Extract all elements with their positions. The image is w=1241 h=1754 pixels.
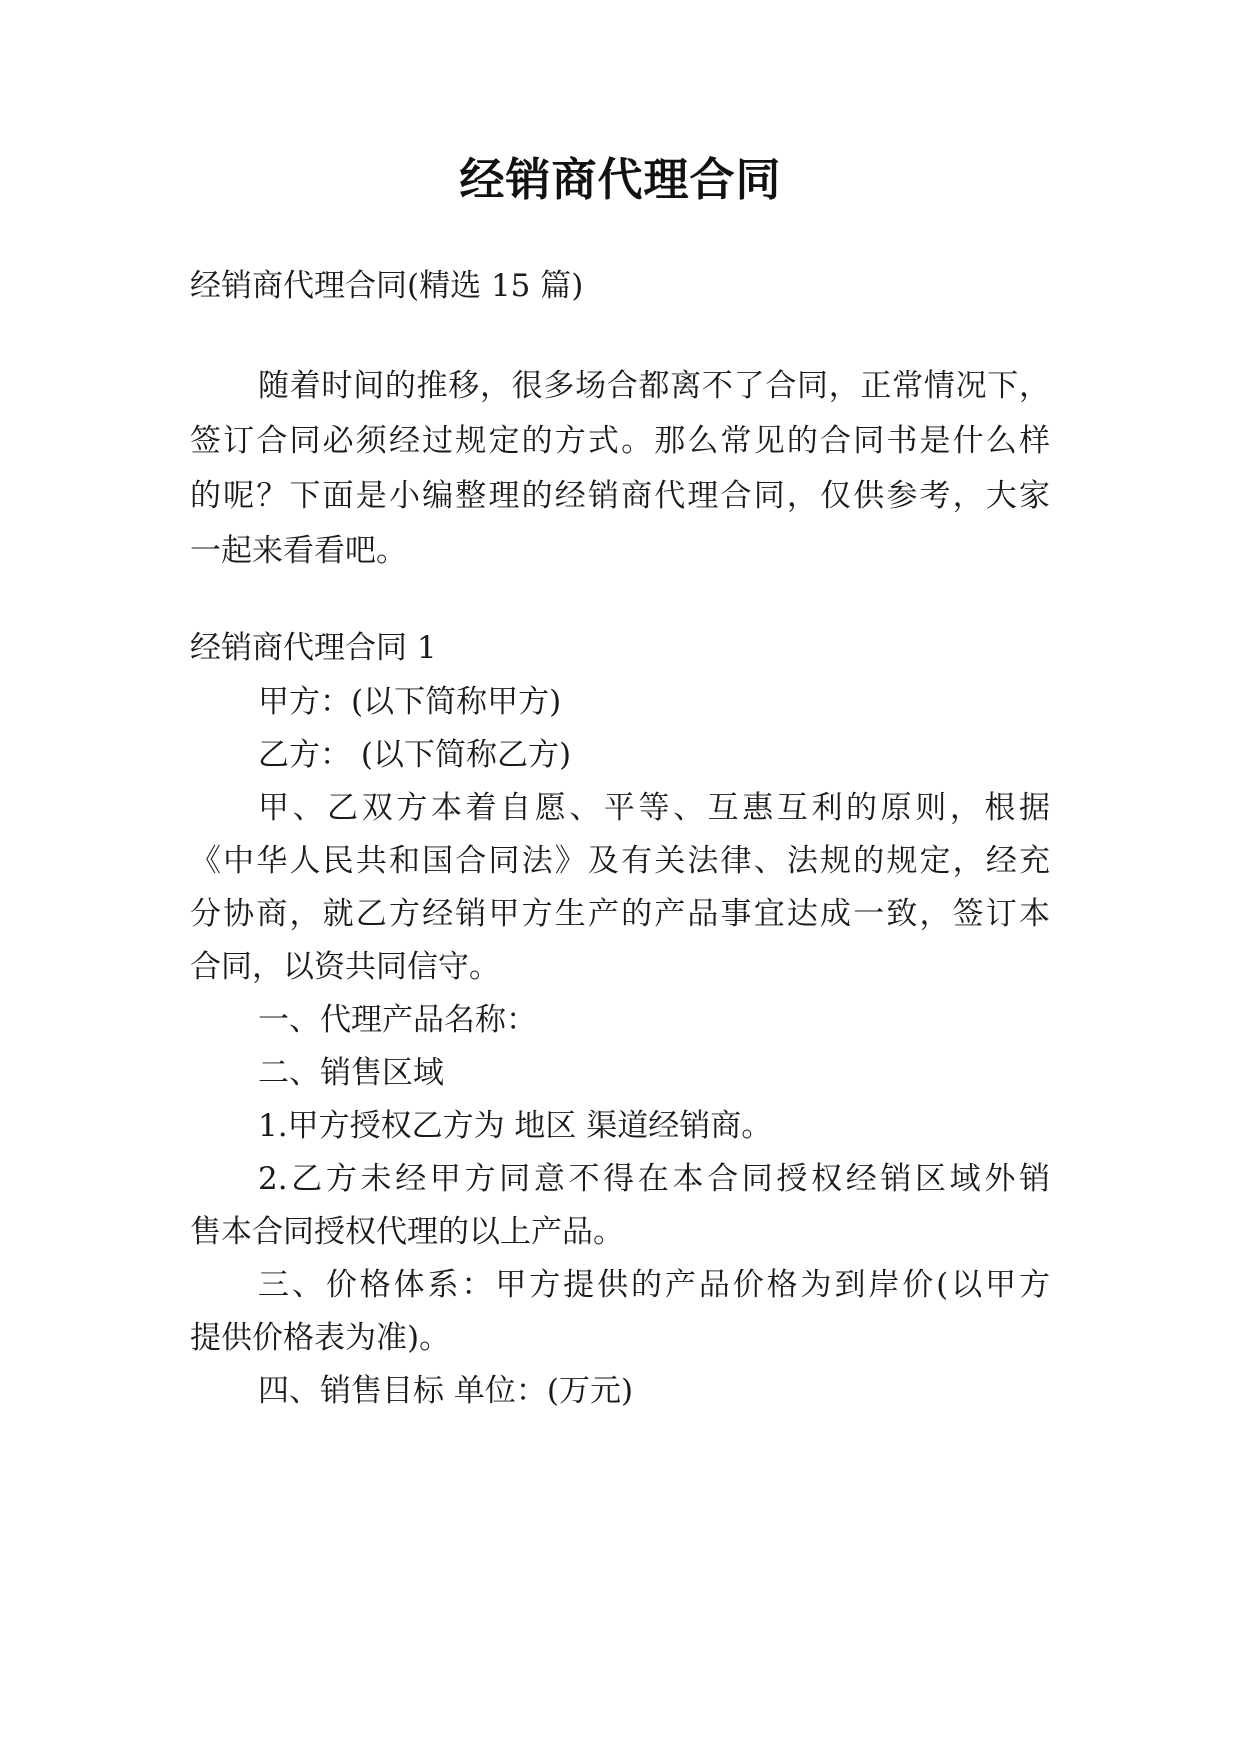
clause-2-item-2-line-1: 2.乙方未经甲方同意不得在本合同授权经销区域外销 bbox=[258, 1161, 1050, 1197]
party-b-line: 乙方： (以下简称乙方) bbox=[258, 737, 572, 773]
document-subtitle: 经销商代理合同(精选 15 篇) bbox=[190, 268, 584, 304]
clause-2-item-2-line-2: 售本合同授权代理的以上产品。 bbox=[190, 1214, 624, 1250]
preamble-line-4: 合同，以资共同信守。 bbox=[190, 949, 500, 985]
document-title: 经销商代理合同 bbox=[459, 153, 782, 206]
clause-3-line-1: 三、价格体系：甲方提供的产品价格为到岸价(以甲方 bbox=[258, 1267, 1050, 1303]
clause-3-line-2: 提供价格表为准)。 bbox=[190, 1320, 451, 1356]
preamble-line-2: 《中华人民共和国合同法》及有关法律、法规的规定，经充 bbox=[190, 843, 1050, 879]
clause-2-heading: 二、销售区域 bbox=[258, 1055, 444, 1091]
clause-1-line: 一、代理产品名称： bbox=[258, 1002, 537, 1038]
clause-4-line: 四、销售目标 单位：(万元) bbox=[258, 1373, 634, 1409]
intro-line-4: 一起来看看吧。 bbox=[190, 533, 407, 569]
intro-line-3: 的呢？下面是小编整理的经销商代理合同，仅供参考，大家 bbox=[190, 478, 1050, 514]
intro-line-2: 签订合同必须经过规定的方式。那么常见的合同书是什么样 bbox=[190, 423, 1050, 459]
preamble-line-3: 分协商，就乙方经销甲方生产的产品事宜达成一致，签订本 bbox=[190, 896, 1050, 932]
party-a-line: 甲方：(以下简称甲方) bbox=[258, 684, 562, 720]
preamble-line-1: 甲、乙双方本着自愿、平等、互惠互利的原则，根据 bbox=[258, 790, 1050, 826]
intro-line-1: 随着时间的推移，很多场合都离不了合同，正常情况下， bbox=[258, 368, 1050, 404]
clause-2-item-1: 1.甲方授权乙方为 地区 渠道经销商。 bbox=[258, 1108, 773, 1144]
section-heading: 经销商代理合同 1 bbox=[190, 630, 437, 666]
